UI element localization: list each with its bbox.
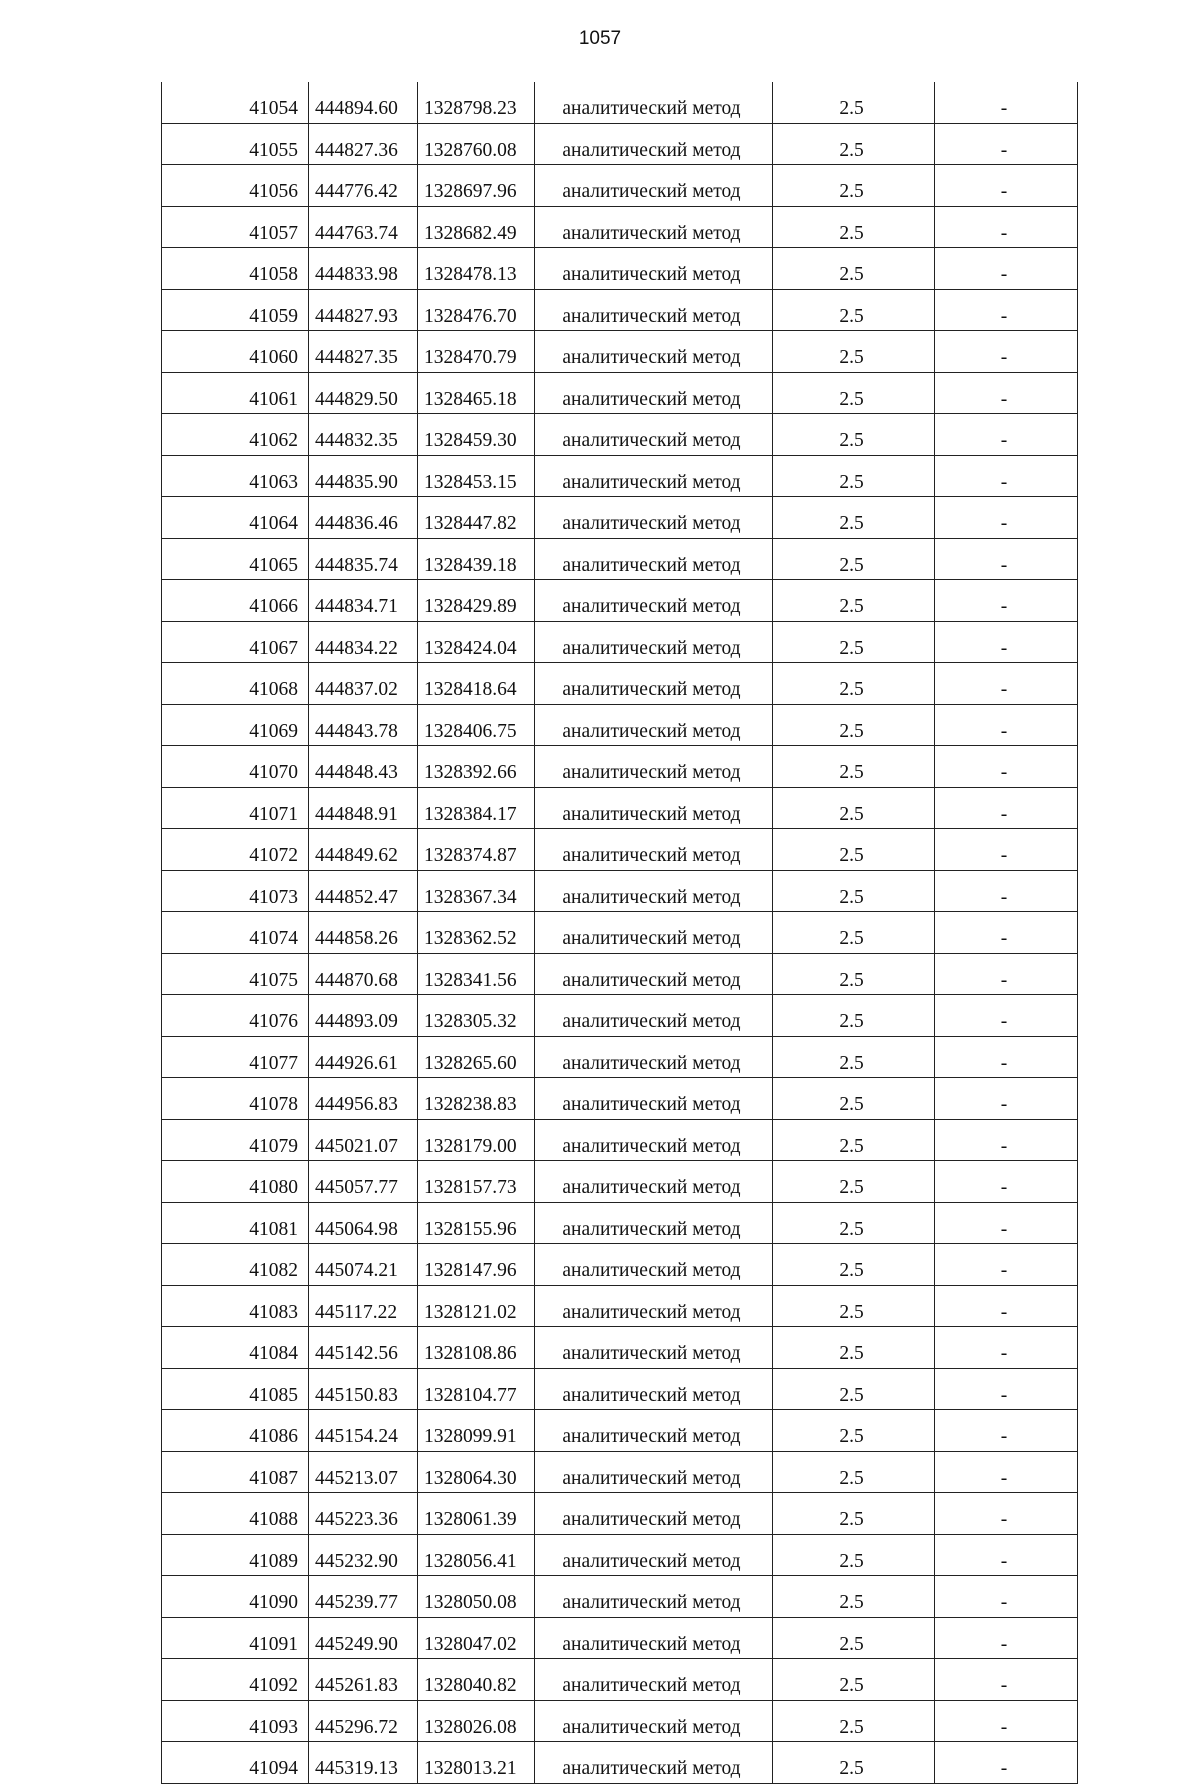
y-coordinate-cell: 1328121.02 (418, 1285, 535, 1327)
table-row (162, 1534, 1078, 1576)
x-coordinate-cell: 445142.56 (309, 1327, 418, 1369)
method-cell: аналитический метод (535, 1410, 773, 1452)
note-cell: - (935, 1410, 1078, 1452)
table-row (162, 1285, 1078, 1327)
point-number-cell: 41059 (162, 289, 309, 331)
accuracy-cell: 2.5 (773, 580, 935, 622)
table-row (162, 1617, 1078, 1659)
table-row (162, 787, 1078, 829)
accuracy-cell: 2.5 (773, 289, 935, 331)
note-cell: - (935, 123, 1078, 165)
x-coordinate-cell: 444832.35 (309, 414, 418, 456)
note-cell: - (935, 1078, 1078, 1120)
note-cell: - (935, 165, 1078, 207)
accuracy-cell: 2.5 (773, 787, 935, 829)
point-number-cell: 41091 (162, 1617, 309, 1659)
method-cell: аналитический метод (535, 165, 773, 207)
x-coordinate-cell: 445232.90 (309, 1534, 418, 1576)
table-row (162, 704, 1078, 746)
point-number-cell: 41067 (162, 621, 309, 663)
accuracy-cell: 2.5 (773, 538, 935, 580)
accuracy-cell: 2.5 (773, 82, 935, 123)
coordinates-table-body (162, 82, 1078, 1783)
x-coordinate-cell: 444848.91 (309, 787, 418, 829)
method-cell: аналитический метод (535, 372, 773, 414)
y-coordinate-cell: 1328392.66 (418, 746, 535, 788)
note-cell: - (935, 206, 1078, 248)
x-coordinate-cell: 444893.09 (309, 995, 418, 1037)
y-coordinate-cell: 1328238.83 (418, 1078, 535, 1120)
note-cell: - (935, 497, 1078, 539)
table-row (162, 870, 1078, 912)
point-number-cell: 41071 (162, 787, 309, 829)
coordinates-table (161, 82, 1078, 1784)
table-row (162, 414, 1078, 456)
y-coordinate-cell: 1328429.89 (418, 580, 535, 622)
point-number-cell: 41075 (162, 953, 309, 995)
x-coordinate-cell: 444827.93 (309, 289, 418, 331)
x-coordinate-cell: 444833.98 (309, 248, 418, 290)
x-coordinate-cell: 445239.77 (309, 1576, 418, 1618)
point-number-cell: 41066 (162, 580, 309, 622)
method-cell: аналитический метод (535, 1036, 773, 1078)
table-row (162, 1451, 1078, 1493)
note-cell: - (935, 1244, 1078, 1286)
x-coordinate-cell: 444827.35 (309, 331, 418, 373)
accuracy-cell: 2.5 (773, 746, 935, 788)
method-cell: аналитический метод (535, 704, 773, 746)
method-cell: аналитический метод (535, 538, 773, 580)
accuracy-cell: 2.5 (773, 621, 935, 663)
table-row (162, 331, 1078, 373)
point-number-cell: 41055 (162, 123, 309, 165)
x-coordinate-cell: 445021.07 (309, 1119, 418, 1161)
note-cell: - (935, 995, 1078, 1037)
table-row (162, 1202, 1078, 1244)
y-coordinate-cell: 1328157.73 (418, 1161, 535, 1203)
accuracy-cell: 2.5 (773, 1036, 935, 1078)
table-row (162, 1576, 1078, 1618)
point-number-cell: 41090 (162, 1576, 309, 1618)
y-coordinate-cell: 1328439.18 (418, 538, 535, 580)
y-coordinate-cell: 1328459.30 (418, 414, 535, 456)
point-number-cell: 41069 (162, 704, 309, 746)
method-cell: аналитический метод (535, 455, 773, 497)
note-cell: - (935, 1119, 1078, 1161)
point-number-cell: 41063 (162, 455, 309, 497)
x-coordinate-cell: 444843.78 (309, 704, 418, 746)
method-cell: аналитический метод (535, 1617, 773, 1659)
accuracy-cell: 2.5 (773, 829, 935, 871)
note-cell: - (935, 289, 1078, 331)
note-cell: - (935, 1285, 1078, 1327)
point-number-cell: 41057 (162, 206, 309, 248)
y-coordinate-cell: 1328798.23 (418, 82, 535, 123)
method-cell: аналитический метод (535, 746, 773, 788)
table-row (162, 123, 1078, 165)
method-cell: аналитический метод (535, 1493, 773, 1535)
table-row (162, 1659, 1078, 1701)
y-coordinate-cell: 1328447.82 (418, 497, 535, 539)
point-number-cell: 41061 (162, 372, 309, 414)
y-coordinate-cell: 1328265.60 (418, 1036, 535, 1078)
accuracy-cell: 2.5 (773, 165, 935, 207)
method-cell: аналитический метод (535, 82, 773, 123)
accuracy-cell: 2.5 (773, 414, 935, 456)
note-cell: - (935, 663, 1078, 705)
y-coordinate-cell: 1328453.15 (418, 455, 535, 497)
accuracy-cell: 2.5 (773, 1285, 935, 1327)
table-row (162, 746, 1078, 788)
x-coordinate-cell: 444827.36 (309, 123, 418, 165)
note-cell: - (935, 1036, 1078, 1078)
x-coordinate-cell: 445296.72 (309, 1700, 418, 1742)
x-coordinate-cell: 444829.50 (309, 372, 418, 414)
table-row (162, 1327, 1078, 1369)
y-coordinate-cell: 1328047.02 (418, 1617, 535, 1659)
method-cell: аналитический метод (535, 497, 773, 539)
method-cell: аналитический метод (535, 206, 773, 248)
method-cell: аналитический метод (535, 953, 773, 995)
accuracy-cell: 2.5 (773, 912, 935, 954)
x-coordinate-cell: 444836.46 (309, 497, 418, 539)
table-row (162, 1493, 1078, 1535)
x-coordinate-cell: 444834.71 (309, 580, 418, 622)
point-number-cell: 41083 (162, 1285, 309, 1327)
point-number-cell: 41092 (162, 1659, 309, 1701)
accuracy-cell: 2.5 (773, 1410, 935, 1452)
x-coordinate-cell: 445057.77 (309, 1161, 418, 1203)
point-number-cell: 41089 (162, 1534, 309, 1576)
note-cell: - (935, 787, 1078, 829)
table-row (162, 995, 1078, 1037)
table-row (162, 1161, 1078, 1203)
x-coordinate-cell: 445074.21 (309, 1244, 418, 1286)
y-coordinate-cell: 1328476.70 (418, 289, 535, 331)
point-number-cell: 41084 (162, 1327, 309, 1369)
table-row (162, 1119, 1078, 1161)
page-number: 1057 (578, 28, 622, 49)
table-row (162, 953, 1078, 995)
note-cell: - (935, 621, 1078, 663)
table-row (162, 1078, 1078, 1120)
x-coordinate-cell: 444763.74 (309, 206, 418, 248)
y-coordinate-cell: 1328367.34 (418, 870, 535, 912)
y-coordinate-cell: 1328104.77 (418, 1368, 535, 1410)
point-number-cell: 41078 (162, 1078, 309, 1120)
y-coordinate-cell: 1328478.13 (418, 248, 535, 290)
y-coordinate-cell: 1328155.96 (418, 1202, 535, 1244)
method-cell: аналитический метод (535, 1202, 773, 1244)
x-coordinate-cell: 444858.26 (309, 912, 418, 954)
table-row (162, 621, 1078, 663)
x-coordinate-cell: 445117.22 (309, 1285, 418, 1327)
note-cell: - (935, 331, 1078, 373)
y-coordinate-cell: 1328179.00 (418, 1119, 535, 1161)
y-coordinate-cell: 1328026.08 (418, 1700, 535, 1742)
method-cell: аналитический метод (535, 1534, 773, 1576)
y-coordinate-cell: 1328061.39 (418, 1493, 535, 1535)
accuracy-cell: 2.5 (773, 455, 935, 497)
note-cell: - (935, 414, 1078, 456)
accuracy-cell: 2.5 (773, 995, 935, 1037)
method-cell: аналитический метод (535, 1576, 773, 1618)
point-number-cell: 41080 (162, 1161, 309, 1203)
point-number-cell: 41081 (162, 1202, 309, 1244)
table-row (162, 829, 1078, 871)
accuracy-cell: 2.5 (773, 1202, 935, 1244)
note-cell: - (935, 1659, 1078, 1701)
table-row (162, 372, 1078, 414)
table-row (162, 1036, 1078, 1078)
y-coordinate-cell: 1328682.49 (418, 206, 535, 248)
point-number-cell: 41093 (162, 1700, 309, 1742)
accuracy-cell: 2.5 (773, 663, 935, 705)
point-number-cell: 41065 (162, 538, 309, 580)
point-number-cell: 41073 (162, 870, 309, 912)
point-number-cell: 41094 (162, 1742, 309, 1784)
point-number-cell: 41068 (162, 663, 309, 705)
accuracy-cell: 2.5 (773, 248, 935, 290)
note-cell: - (935, 1327, 1078, 1369)
point-number-cell: 41064 (162, 497, 309, 539)
table-row (162, 289, 1078, 331)
accuracy-cell: 2.5 (773, 123, 935, 165)
note-cell: - (935, 1161, 1078, 1203)
method-cell: аналитический метод (535, 1451, 773, 1493)
table-row (162, 82, 1078, 123)
point-number-cell: 41062 (162, 414, 309, 456)
accuracy-cell: 2.5 (773, 870, 935, 912)
x-coordinate-cell: 445154.24 (309, 1410, 418, 1452)
accuracy-cell: 2.5 (773, 1119, 935, 1161)
method-cell: аналитический метод (535, 1700, 773, 1742)
x-coordinate-cell: 445150.83 (309, 1368, 418, 1410)
method-cell: аналитический метод (535, 995, 773, 1037)
note-cell: - (935, 455, 1078, 497)
accuracy-cell: 2.5 (773, 1700, 935, 1742)
y-coordinate-cell: 1328341.56 (418, 953, 535, 995)
x-coordinate-cell: 444894.60 (309, 82, 418, 123)
accuracy-cell: 2.5 (773, 1161, 935, 1203)
note-cell: - (935, 953, 1078, 995)
table-row (162, 455, 1078, 497)
method-cell: аналитический метод (535, 1161, 773, 1203)
point-number-cell: 41077 (162, 1036, 309, 1078)
accuracy-cell: 2.5 (773, 704, 935, 746)
note-cell: - (935, 1742, 1078, 1784)
point-number-cell: 41085 (162, 1368, 309, 1410)
note-cell: - (935, 746, 1078, 788)
note-cell: - (935, 1493, 1078, 1535)
x-coordinate-cell: 445064.98 (309, 1202, 418, 1244)
method-cell: аналитический метод (535, 787, 773, 829)
x-coordinate-cell: 445319.13 (309, 1742, 418, 1784)
method-cell: аналитический метод (535, 621, 773, 663)
point-number-cell: 41076 (162, 995, 309, 1037)
note-cell: - (935, 580, 1078, 622)
accuracy-cell: 2.5 (773, 1493, 935, 1535)
note-cell: - (935, 538, 1078, 580)
table-row (162, 1244, 1078, 1286)
y-coordinate-cell: 1328040.82 (418, 1659, 535, 1701)
method-cell: аналитический метод (535, 1285, 773, 1327)
accuracy-cell: 2.5 (773, 1534, 935, 1576)
point-number-cell: 41060 (162, 331, 309, 373)
method-cell: аналитический метод (535, 1327, 773, 1369)
y-coordinate-cell: 1328362.52 (418, 912, 535, 954)
table-row (162, 538, 1078, 580)
note-cell: - (935, 829, 1078, 871)
note-cell: - (935, 870, 1078, 912)
point-number-cell: 41072 (162, 829, 309, 871)
table-row (162, 1368, 1078, 1410)
y-coordinate-cell: 1328305.32 (418, 995, 535, 1037)
note-cell: - (935, 1534, 1078, 1576)
x-coordinate-cell: 444835.74 (309, 538, 418, 580)
y-coordinate-cell: 1328099.91 (418, 1410, 535, 1452)
y-coordinate-cell: 1328384.17 (418, 787, 535, 829)
y-coordinate-cell: 1328050.08 (418, 1576, 535, 1618)
note-cell: - (935, 1617, 1078, 1659)
point-number-cell: 41058 (162, 248, 309, 290)
note-cell: - (935, 1202, 1078, 1244)
x-coordinate-cell: 444956.83 (309, 1078, 418, 1120)
method-cell: аналитический метод (535, 123, 773, 165)
y-coordinate-cell: 1328064.30 (418, 1451, 535, 1493)
y-coordinate-cell: 1328108.86 (418, 1327, 535, 1369)
point-number-cell: 41056 (162, 165, 309, 207)
y-coordinate-cell: 1328147.96 (418, 1244, 535, 1286)
note-cell: - (935, 912, 1078, 954)
accuracy-cell: 2.5 (773, 206, 935, 248)
point-number-cell: 41079 (162, 1119, 309, 1161)
method-cell: аналитический метод (535, 580, 773, 622)
accuracy-cell: 2.5 (773, 953, 935, 995)
x-coordinate-cell: 444852.47 (309, 870, 418, 912)
x-coordinate-cell: 445249.90 (309, 1617, 418, 1659)
method-cell: аналитический метод (535, 1119, 773, 1161)
accuracy-cell: 2.5 (773, 1451, 935, 1493)
method-cell: аналитический метод (535, 870, 773, 912)
y-coordinate-cell: 1328374.87 (418, 829, 535, 871)
x-coordinate-cell: 444837.02 (309, 663, 418, 705)
y-coordinate-cell: 1328424.04 (418, 621, 535, 663)
point-number-cell: 41087 (162, 1451, 309, 1493)
method-cell: аналитический метод (535, 1244, 773, 1286)
x-coordinate-cell: 444870.68 (309, 953, 418, 995)
accuracy-cell: 2.5 (773, 372, 935, 414)
method-cell: аналитический метод (535, 912, 773, 954)
table-row (162, 1410, 1078, 1452)
note-cell: - (935, 248, 1078, 290)
table-row (162, 1700, 1078, 1742)
x-coordinate-cell: 445261.83 (309, 1659, 418, 1701)
method-cell: аналитический метод (535, 1659, 773, 1701)
point-number-cell: 41088 (162, 1493, 309, 1535)
y-coordinate-cell: 1328470.79 (418, 331, 535, 373)
method-cell: аналитический метод (535, 1078, 773, 1120)
x-coordinate-cell: 444849.62 (309, 829, 418, 871)
y-coordinate-cell: 1328465.18 (418, 372, 535, 414)
x-coordinate-cell: 444835.90 (309, 455, 418, 497)
table-row (162, 206, 1078, 248)
table-row (162, 663, 1078, 705)
y-coordinate-cell: 1328406.75 (418, 704, 535, 746)
table-row (162, 497, 1078, 539)
table-row (162, 580, 1078, 622)
accuracy-cell: 2.5 (773, 497, 935, 539)
method-cell: аналитический метод (535, 414, 773, 456)
accuracy-cell: 2.5 (773, 331, 935, 373)
note-cell: - (935, 1576, 1078, 1618)
note-cell: - (935, 372, 1078, 414)
y-coordinate-cell: 1328056.41 (418, 1534, 535, 1576)
x-coordinate-cell: 444834.22 (309, 621, 418, 663)
point-number-cell: 41054 (162, 82, 309, 123)
note-cell: - (935, 1368, 1078, 1410)
accuracy-cell: 2.5 (773, 1576, 935, 1618)
accuracy-cell: 2.5 (773, 1078, 935, 1120)
y-coordinate-cell: 1328013.21 (418, 1742, 535, 1784)
note-cell: - (935, 704, 1078, 746)
method-cell: аналитический метод (535, 1368, 773, 1410)
x-coordinate-cell: 444848.43 (309, 746, 418, 788)
table-row (162, 1742, 1078, 1784)
x-coordinate-cell: 445213.07 (309, 1451, 418, 1493)
y-coordinate-cell: 1328418.64 (418, 663, 535, 705)
accuracy-cell: 2.5 (773, 1617, 935, 1659)
accuracy-cell: 2.5 (773, 1659, 935, 1701)
table-row (162, 248, 1078, 290)
x-coordinate-cell: 445223.36 (309, 1493, 418, 1535)
accuracy-cell: 2.5 (773, 1742, 935, 1784)
y-coordinate-cell: 1328760.08 (418, 123, 535, 165)
accuracy-cell: 2.5 (773, 1368, 935, 1410)
method-cell: аналитический метод (535, 663, 773, 705)
method-cell: аналитический метод (535, 1742, 773, 1784)
note-cell: - (935, 82, 1078, 123)
point-number-cell: 41074 (162, 912, 309, 954)
y-coordinate-cell: 1328697.96 (418, 165, 535, 207)
table-row (162, 912, 1078, 954)
accuracy-cell: 2.5 (773, 1327, 935, 1369)
note-cell: - (935, 1451, 1078, 1493)
table-row (162, 165, 1078, 207)
method-cell: аналитический метод (535, 248, 773, 290)
point-number-cell: 41070 (162, 746, 309, 788)
point-number-cell: 41082 (162, 1244, 309, 1286)
x-coordinate-cell: 444926.61 (309, 1036, 418, 1078)
accuracy-cell: 2.5 (773, 1244, 935, 1286)
x-coordinate-cell: 444776.42 (309, 165, 418, 207)
method-cell: аналитический метод (535, 289, 773, 331)
method-cell: аналитический метод (535, 331, 773, 373)
note-cell: - (935, 1700, 1078, 1742)
method-cell: аналитический метод (535, 829, 773, 871)
point-number-cell: 41086 (162, 1410, 309, 1452)
